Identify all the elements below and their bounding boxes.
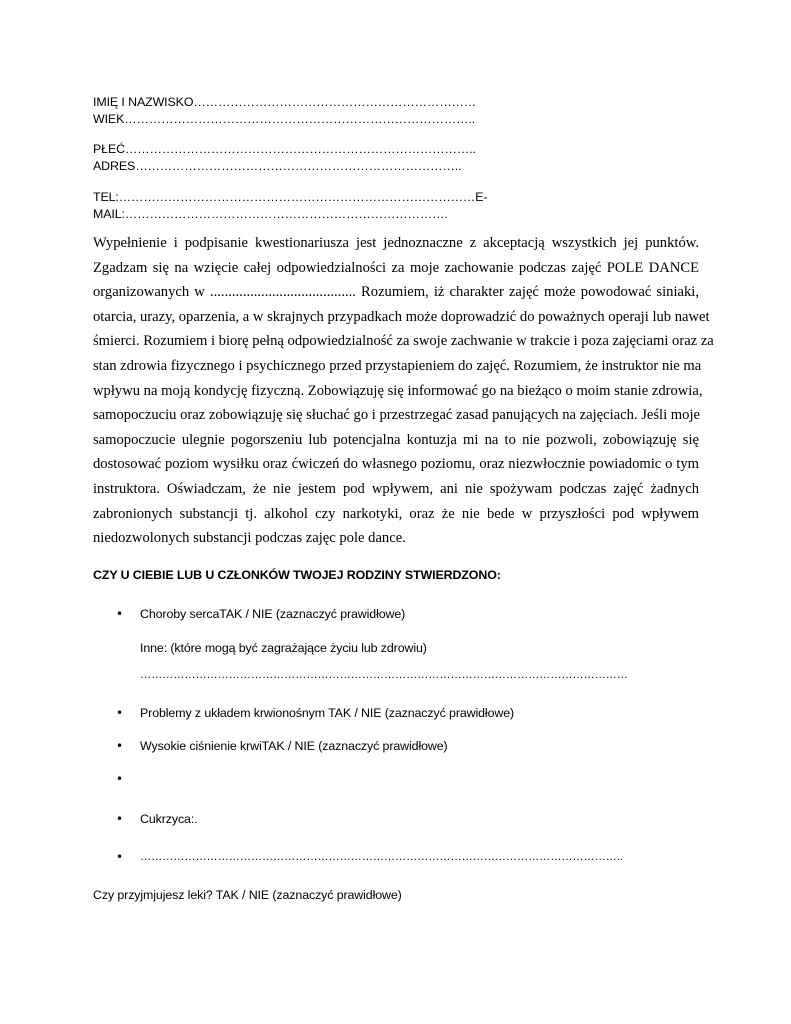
list-item-circulatory: Problemy z układem krwionośnym TAK / NIE (zaznaczyć prawidłowe) [140,706,515,720]
other-conditions-label: Inne: (które mogą być zagrażające życiu lub zdrowiu) [140,641,427,655]
bullet-glyph: • [116,706,124,720]
declaration-line: zabronionych substancji tj. alkohol czy narkotyki, oraz że nie bede w przyszłości pod wpływem [93,505,699,522]
declaration-line: samopoczuciu oraz zobowiązuję się słuchać go i przestrzegać zasad panujących na zajęciach. Jeśli moje [93,407,700,424]
declaration-line: Wypełnienie i podpisanie kwestionariusza jest jednoznaczne z akceptacją wszystkich jej punktów. [93,235,699,251]
declaration-line: instruktora. Oświadczam, że nie jestem pod wpływem, ani nie spożywam podczas zajęć żadnych [93,480,699,497]
section-heading: CZY U CIEBIE LUB U CZŁONKÓW TWOJEJ RODZINY STWIERDZONO: [93,568,501,582]
declaration-paragraph [93,231,714,551]
bullet-glyph: • [116,812,124,826]
bullet-glyph: • [116,739,124,753]
declaration-line: otarcia, urazy, oparzenia, a w skrajnych przypadkach może doprowadzić do poważnych operaji lub nawet [93,308,710,325]
list-item-blood-pressure: Wysokie ciśnienie krwiTAK / NIE (zaznaczyć prawidłowe) [140,739,448,753]
declaration-line: dostosować poziom wysiłku oraz ćwiczeń do własnego poziomu, oraz niezwłocznie powiadomic o tym [93,456,699,473]
sex-field: PŁEĆ………………………………………………………………………….. [93,142,476,156]
email-field: MAIL:……………………………………………………………………. [93,207,448,221]
bullet-glyph: • [116,772,124,786]
phone-field: TEL:……………………………………………………………………………E- [93,190,488,204]
medication-question: Czy przyjmjujesz leki? TAK / NIE (zaznaczyć prawidłowe) [93,888,402,902]
declaration-line: samopoczucie ulegnie pogorszeniu lub potencjalna kontuzja mi na to nie pozwoli, zobowiązuję się [93,431,699,448]
declaration-line: stan zdrowia fizycznego i psychicznego przed przystapieniem do zajęć. Rozumiem, że instruktor nie ma [93,357,702,374]
bullet-glyph: • [116,607,124,621]
other-conditions-line: …………………………………………………………………………………………………………………… [140,669,628,681]
declaration-line: Zgadzam się na wzięcie całej odpowiedzialności za moje zachowanie podczas zajęć POLE DANCE [93,259,699,276]
name-field: IMIĘ I NAZWISKO…………………………………………………………… [93,95,477,109]
declaration-line: organizowanych w ........................................ Rozumiem, iż charakter zajęć może powodować siniaki, [93,284,699,301]
declaration-line: wpływu na moją kondycję fizyczną. Zobowiązuję się informować go na bieżąco o moim stanie zdrowia, [93,382,703,399]
list-item-heart-disease: Choroby sercaTAK / NIE (zaznaczyć prawidłowe) [140,607,406,621]
address-field: ADRES…………………………………………………………………….. [93,159,462,173]
list-item-diabetes: Cukrzyca:. [140,812,198,826]
declaration-line: niedozwolonych substancji podczas zajęc pole dance. [93,530,406,547]
bullet-glyph: • [116,850,124,864]
list-item-blank-line: ………………………………………………………………………………………………………………….. [140,851,623,863]
declaration-line: śmierci. Rozumiem i biorę pełną odpowiedzialność za swoje zachwanie w trakcie i poza zajęciami oraz za [93,333,714,350]
age-field: WIEK………………………………………………………………………….. [93,112,476,126]
